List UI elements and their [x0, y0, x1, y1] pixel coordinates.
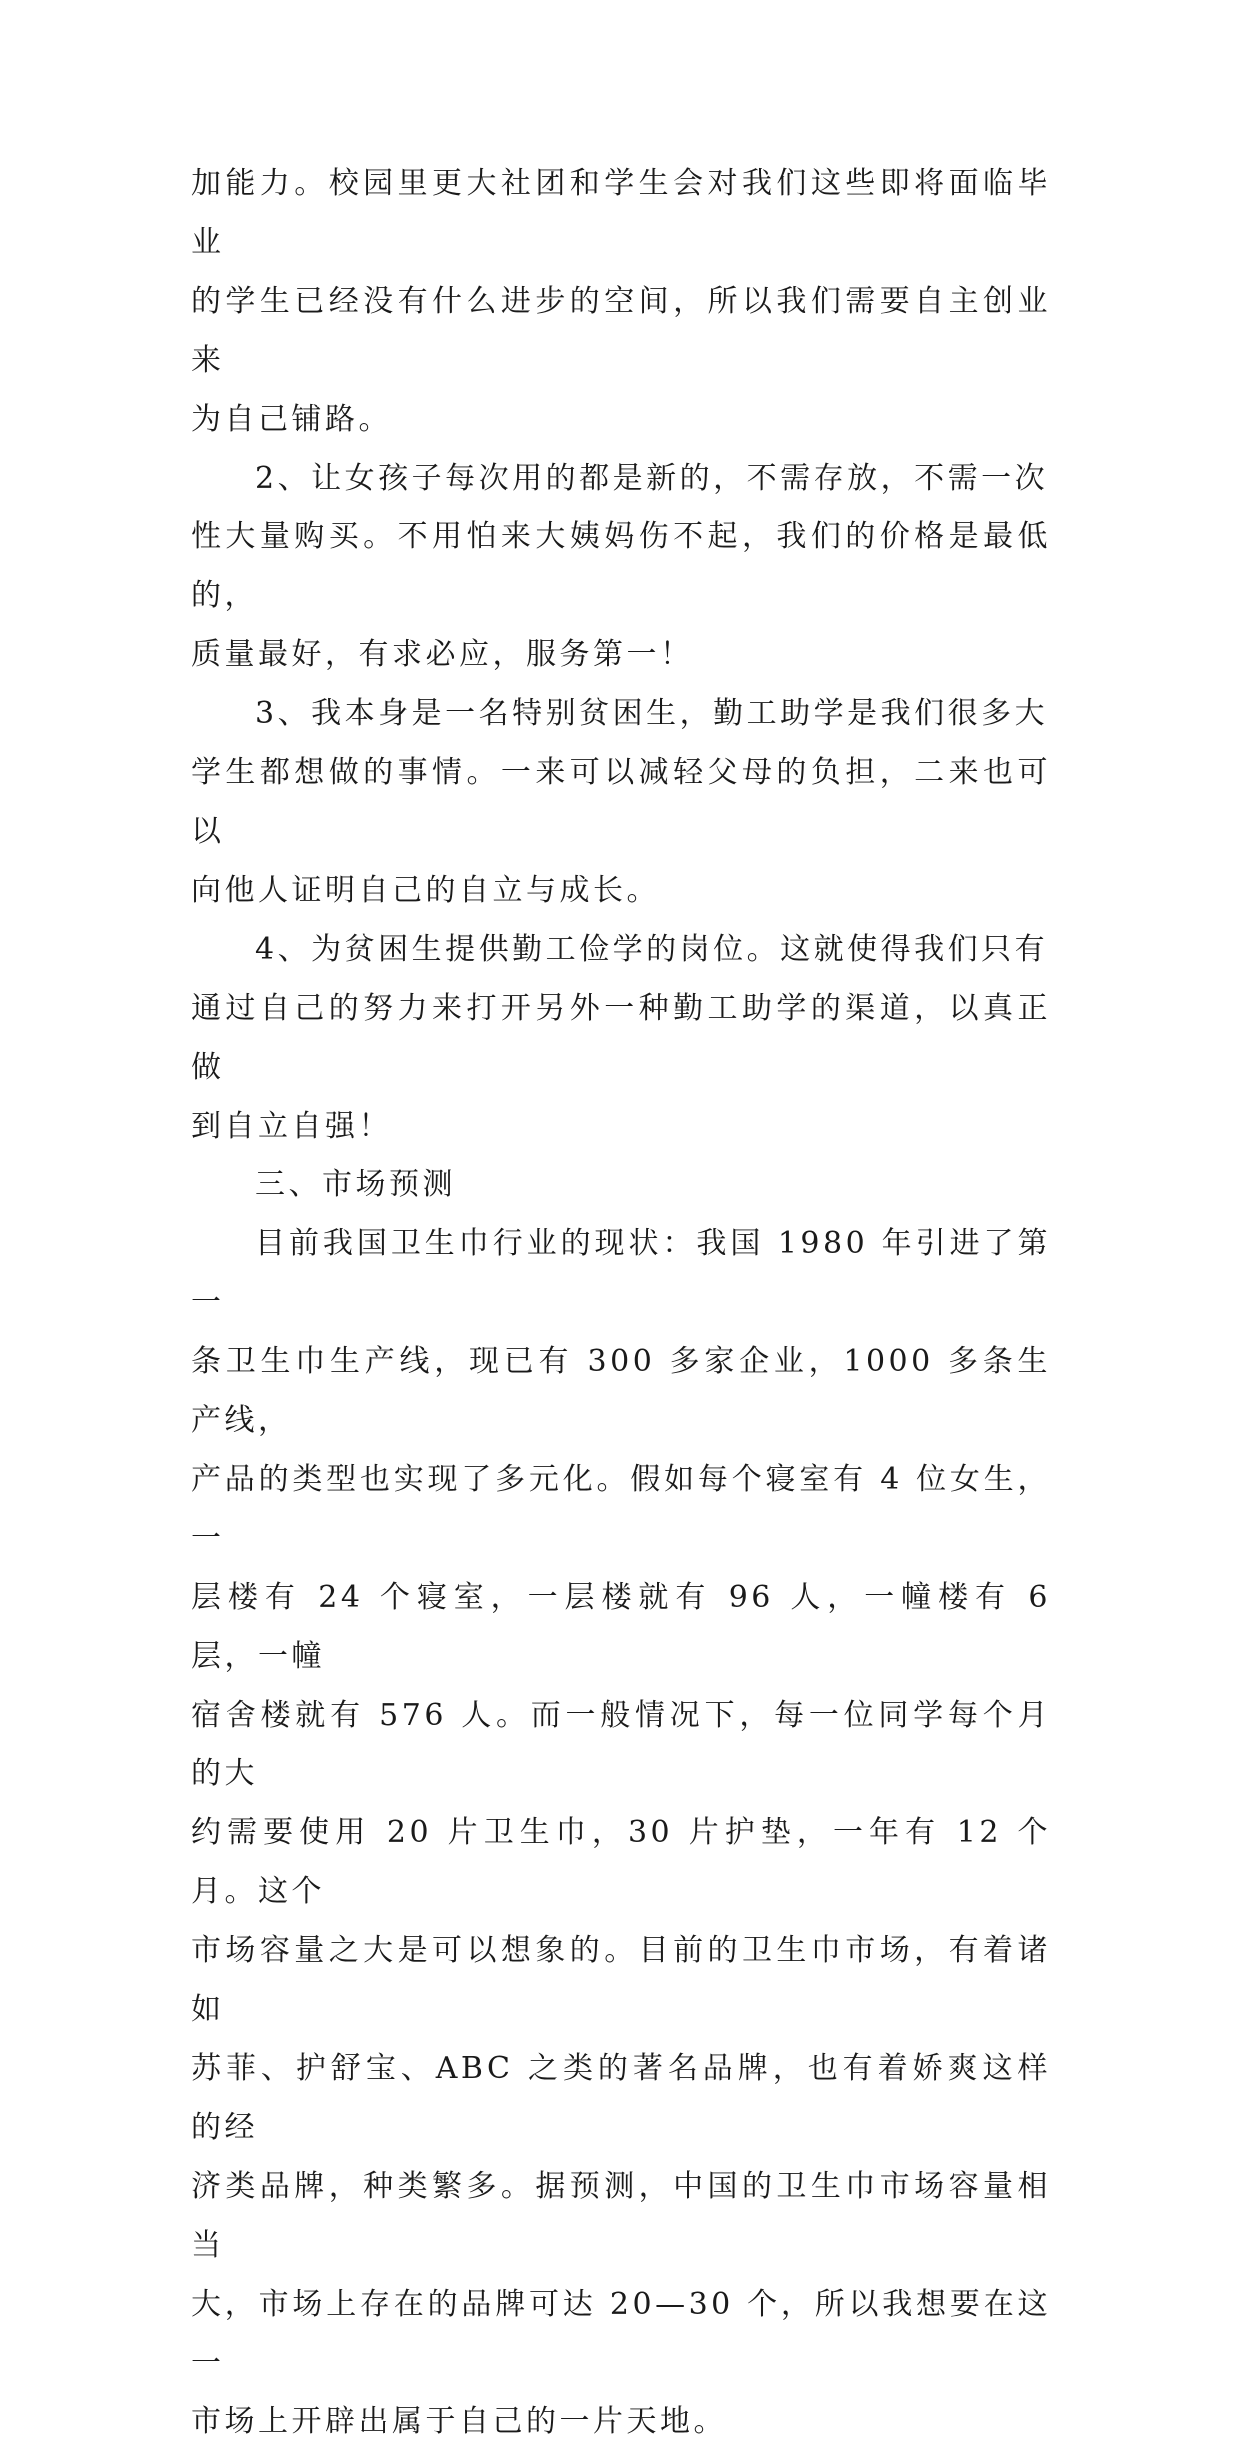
text-line: 通过自己的努力来打开另外一种勤工助学的渠道，以真正做 — [191, 990, 1051, 1085]
text-line: 市场上开辟出属于自己的一片天地。 — [191, 2404, 727, 2440]
text-line: 2、让女孩子每次用的都是新的，不需存放，不需一次 — [255, 460, 1049, 496]
text-line: 学生都想做的事情。一来可以减轻父母的负担，二来也可以 — [191, 755, 1051, 849]
paragraph — [191, 450, 1051, 686]
text-line: 性大量购买。不用怕来大姨妈伤不起，我们的价格是最低的， — [191, 519, 1051, 614]
document-body — [191, 155, 1051, 2452]
paragraph — [191, 921, 1051, 1157]
text-line: 3、我本身是一名特别贫困生，勤工助学是我们很多大 — [255, 696, 1049, 732]
paragraph — [191, 155, 1051, 450]
text-line: 市场容量之大是可以想象的。目前的卫生巾市场，有着诸如 — [191, 1933, 1051, 2028]
text-line: 产品的类型也实现了多元化。假如每个寝室有 4 位女生，一 — [191, 1461, 1051, 1556]
text-line: 济类品牌，种类繁多。据预测，中国的卫生巾市场容量相当 — [191, 2168, 1051, 2263]
text-line: 4、为贫困生提供勤工俭学的岗位。这就使得我们只有 — [255, 931, 1049, 967]
text-line: 苏菲、护舒宝、ABC 之类的著名品牌，也有着娇爽这样的经 — [191, 2051, 1051, 2145]
text-line: 宿舍楼就有 576 人。而一般情况下，每一位同学每个月的大 — [191, 1697, 1051, 1792]
text-line: 约需要使用 20 片卫生巾，30 片护垫，一年有 12 个月。这个 — [191, 1815, 1051, 1910]
text-line: 质量最好，有求必应，服务第一！ — [191, 637, 694, 673]
paragraph — [191, 1156, 1051, 1215]
text-line: 条卫生巾生产线，现已有 300 多家企业，1000 多条生产线， — [191, 1344, 1051, 1439]
text-line: 层楼有 24 个寝室，一层楼就有 96 人，一幢楼有 6 层，一幢 — [191, 1579, 1051, 1674]
text-line: 为自己铺路。 — [191, 401, 392, 437]
text-line: 到自立自强！ — [191, 1108, 392, 1144]
text-line: 目前我国卫生巾行业的现状：我国 1980 年引进了第一 — [191, 1226, 1051, 1321]
text-line: 的学生已经没有什么进步的空间，所以我们需要自主创业来 — [191, 283, 1051, 378]
paragraph — [191, 1215, 1051, 2452]
text-line: 三、市场预测 — [255, 1167, 456, 1203]
text-line: 加能力。校园里更大社团和学生会对我们这些即将面临毕业 — [191, 166, 1051, 260]
paragraph — [191, 685, 1051, 921]
text-line: 大，市场上存在的品牌可达 20—30 个，所以我想要在这一 — [191, 2286, 1051, 2381]
text-line: 向他人证明自己的自立与成长。 — [191, 872, 660, 908]
